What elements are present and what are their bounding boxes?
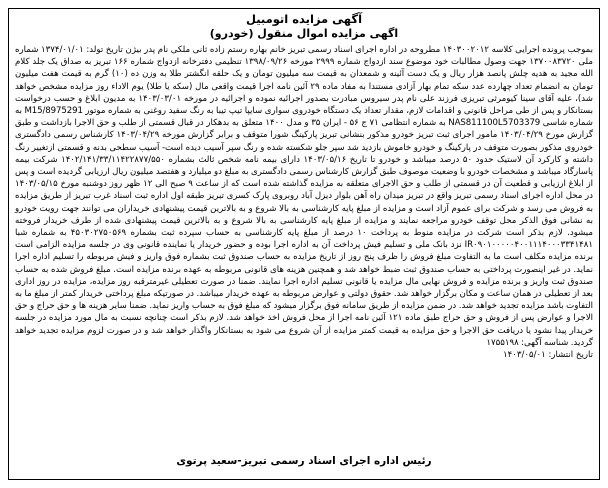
auction-notice (8, 8, 600, 480)
notice-subtitle: اگهی مزایده اموال منقول (خودرو) (209, 27, 399, 40)
publish-date: تاریخ انتشار: ۱۴۰۳/۰۵/۰۱ (503, 350, 593, 361)
notice-paragraph: بموجب پرونده اجرایی کلاسه ۱۴۰۳۰۰۲۰۱۲ مطروحه در اداره اجرای اسناد رسمی تبریز خانم بهاره رستم زاده ثانی ملکی نام پدر بیژن تاریخ تولد: ۱۳۷۴/۰۱/۰۱ شماره ملی ۱۳۷۰۰۸۳۷۲۰ جهت وصول مطالبات خود موضوع سند ازدواج شماره ۲۹۹۹ مورخه ۱۳۹۸/۰۹/۲۶ تنظیمی دفترخانه ازدواج شماره ۱۶۶ تبریز به صداق یک جلد کلام الله مجید به هدیه چلش پانصد هزار ریال و یک دست آئینه و شمعدان به قیمت سه میلیون تومان و یک حلقه انگشتر طلا به وزن ده (۱۰) گرم به قیمت هفت میلیون تومان به انضمام تعداد چهارده عدد سکه تمام بهار آزادی مستندا به مفاد ماده ۲۹ آئین نامه اجرا قیمت واقعی مال (سکه یا طلا) یوم الاداء روز مزایده مشخص خواهد شد)، علیه آقای سینا کیومرثی تبریزی فرزند علی نام پدر سیروس مبادرت بصدور اجرائیه نموده و اجرائیه در مورخه ۱۴۰۳/۰۳/۰۱ به مدیون ابلاغ و حسب درخواست بستانکار و پس از طی مراحل قانونی و اقدامات لازم، مقدار تعداد یک دستگاه خودروی سواری سایپا تیپ تیبا به رنگ سفید روغنی به شماره موتور (15, 45, 593, 117)
notice-title: آگهی مزایده اتومبیل (245, 12, 363, 26)
notice-paragraph: M15/8975291 به شماره شاسی NAS811100L5703379 به شماره انتظامی ۷۱ ج ۵۶ - ایران ۳۵ و مدل ۱۴۰۰ متعلق به بدهکار در قبال قسمتی از طلب و حق الاجرا بازداشت و طبق گزارش مورخ ۱۴۰۳/۰۴/۲۹ مامور اجرای ثبت تبریز خودرو مذکور بنشانی تبریز پارکینگ شورا متوقف و برابر گزارش مورخه ۱۴۰۳/۰۴/۲۹ کارشناس رسمی دادگستری خودروی مذکور بصورت متوقف در پارکینگ و خودرو خاموش بازدید شد سپر جلو شکسته شده و رنگ سپر آسیب دیده است- آسیب سطحی بدنه و قسمتی ‌ازتغییر رنگ داشته و کارکرد آن لاستیک حدود ۵۰ درصد میباشد و خودرو تا تاریخ ۱۴۰۳/۰۵/۱۶ دارای بیمه نامه شخص ثالث بشماره ۱۴۰۲/۱۴۱/۳۳/۱۱۴۲۲۸۷۷/۵۵۰ شرکت بیمه پاسارگاد میباشد و مشخصات خودرو با وضعیت موصوف طبق گزارش کارشناس رسمی دادگستری به مبلغ دو میلیارد و هفتصد میلیون ریال ارزیابی گردیده است و پس از ابلاغ ارزیابی و قطعیت آن در قسمتی از طلب و حق الاجرای متعلقه به مزایده گذاشته شده است که از ساعت ۹ صبح الی ۱۲ ظهر روز دوشنبه مورخ ۱۴۰۳/۰۵/۱۵ در محل اداره اجرای اسناد رسمی تبریز واقع در تبریز میدان راه آهن بلوار دیزل آباد روبروی پارک کسری تبریز طبقه اول اداره ثبت اسناد غرب تبریز از طریق مزایده به فروش می رسد و شرکت برای عموم آزاد است و مزایده از مبلغ پایه کارشناسی به بالا شروع و به بالاترین قیمت پیشنهادی خریداران می توانند جهت رویت خودرو به نشانی فوق الذکر محل توقف خودرو مراجعه نمایند و مزایده از مبلغ پایه کارشناسی به بالا شروع و به بالاترین قیمت پیشنهادی شده از طرف خریدار فروخته میشود. لازم بذکر است شرکت در مزایده منوط به پرداخت ۱۰ درصد از مبلغ پایه کارشناسی به حساب سپرده ثبت بشماره ۴۵۰۳۰۲۷۵۰۵۶۹ به شماره شبا IR۰۹۰۱۰۰۰۰۰۴۰۰۱۱۱۴۰۰۰۳۳۴۱۴۸۱ نزد بانک ملی و تسلیم فیش پرداخت آن به اداره اجرا بوده و حضور خریدار یا نماینده قانونی وی در جلسه مزایده الزامی است برنده مزایده مکلف است ما به التفاوت مبلغ فروش را ظرف پنج روز از تاریخ مزایده به حساب صندوق ثبت بشماره فوق واریز و فیش مربوطه را تسلیم اداره اجرا نماید. در غیر اینصورت پرداختی به حساب صندوق ثبت ضبط خواهد شد و همچنین هزینه های قانونی مربوطه به عهده برنده مزایده است. مبلغ فروش شده به حساب صندوق ثبت واریز و برنده مزایده و فروش نهایی مال مزایده یا قانونی تسلیم اداره اجرا نمایند. ضمنا در صورت تعطیلی غیرمترقبه روز مزایده، مزایده در روز اداری بعد از تعطیلی در همان ساعت و مکان برگزار خواهد شد. حقوق دولتی و عوارض مربوطه به عهده خریدار میباشد. در صورتیکه مبلغ پرداختی خریدار کمتر از مبلغ ما به التفاوت باشد مزایده تجدید خواهد شد. در ضمن مزایده از طریق سامانه فوق برگزار میشود که مبلغ فوق به حساب واریز نماید. ضمنا سایر هزینه ها و حق حراج و حق الاجرا و عوارض پس از فروش و حق حراج طبق ماده ۱۲۱ آئین نامه اجرا از محل فروش اخذ خواهد شد. لازم بذکر است چنانچه نسبت به مال مورد مزایده در جلسه خریدار پیدا نشود یا دریافت حق الاجرا و حق مزایده به قیمت کمتر مزایده از آن شروع می شود به بستانکار واگذار خواهد شد و در صورت لزوم مزایده تجدید خواهد گردید. شناسه آگهی: ۱۷۵۵۱۹۸ (15, 106, 594, 348)
signature: رئیس اداره اجرای اسناد رسمی تبریز-سعید پرتوی (176, 455, 432, 467)
notice-body (15, 44, 593, 349)
notice-header (9, 12, 599, 41)
